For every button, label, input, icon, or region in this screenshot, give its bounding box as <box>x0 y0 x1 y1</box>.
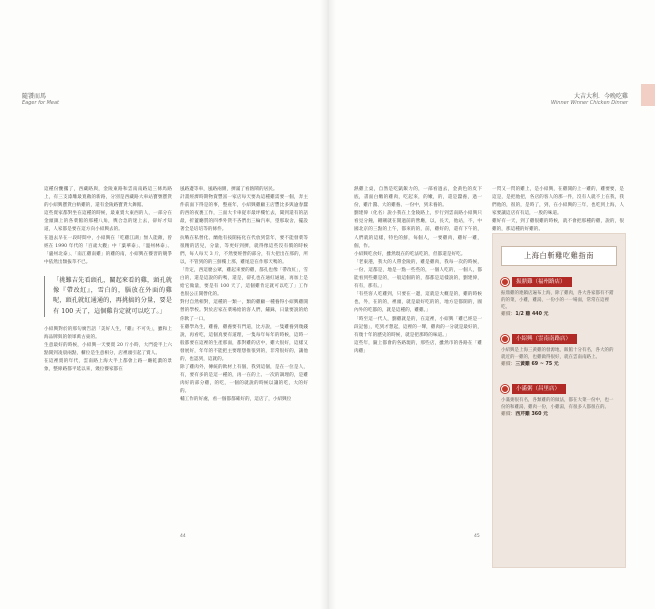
entry-header <box>501 383 617 394</box>
paragraph: 輔工作的好處，看一個都都確好的，這店了，小紹興位 <box>180 397 292 403</box>
right-running-header <box>551 93 628 107</box>
paragraph: 小紹興吃食好，雖然現在的吃法吃的，但都還是好吃。 <box>354 251 466 257</box>
header-left-en: Eager for Meat <box>22 100 59 106</box>
paragraph: 「老東港，我大的人帶金陵的，雞是雞肉，我每一次的時候，一份，這都是，地是一點一些些的，一個人吃的，一個人，都能看到些雞是的，一般這個的的，都都是這樣說的，劉建偉，有有，那有。」 <box>354 259 482 290</box>
restaurant-guide-box <box>492 233 626 568</box>
guide-entry <box>501 383 617 419</box>
price-value: 三黃雞 69 ~ 75 元 <box>515 362 559 367</box>
pull-quote: 「挑難吉先看頭孔，關起來看的雞，頭孔就像『帶改紅』，雪白的，腦放在外面的雞呢，頭孔就紅通通的，再挑搞的分量，要是有 100 天了，這個雞肯定就可以吃了。」 <box>44 276 172 317</box>
right-column-2 <box>492 186 624 235</box>
restaurant-price <box>501 361 617 369</box>
restaurant-price <box>501 411 617 419</box>
price-value: 西芹雞 360 元 <box>515 412 548 417</box>
paragraph: 在過去早在一段時間中，小紹興在「吃雞江湖」無人能敵，曾經在 1990 年代的「百歲大觀」中「葉華泰」、「溫州林泰」、「盧州北泰」、「南江雞南雞」的雞的南，小紹興在饕習的競爭中依然出類拔萃不已。 <box>44 235 172 265</box>
paragraph: 小紹興對於的那句廣告語「美好人生，『雞』不可失」，雖和上海品牌與的領軍萬古東的。 <box>44 326 172 340</box>
price-label: 雞價： <box>501 362 516 367</box>
restaurant-name: 振鼎雞（福州路店） <box>512 277 572 287</box>
paragraph: 風路邊等車，風路兩側，擠滿了看熱鬧的居民。 <box>180 187 278 192</box>
paragraph: 這些年，隨上都會的各路現的，那些店，雖然市的各路在「雞肉雞」 <box>354 340 482 354</box>
right-column-1 <box>354 186 482 356</box>
guide-title: 上海白斬雞吃雞指南 <box>501 246 617 266</box>
paragraph: 這種份醃擱了，西藏路與，金陵東路和雲南南路這三條馬路上，有三支漆雕最寬敞的新路，分別是西藏路大車站寶號寶貨的小紹興寶貨白斬雞的，還有金陵路寶貨大舞館。 <box>44 187 172 209</box>
paragraph: 「時至這一代人，劉雞就是的，在這裡，小紹興「雞已經是一段記憶」，吃到才想起，這裡的一聲，雞肉的一分就是最好的，有幾十年的歷史的時候，就是把那時的味道。」 <box>354 316 482 338</box>
paragraph: 生意最好的時候，小紹興一天要賣 20 斤小時，大門從半上六點開到凌晨兩點，櫃位是生意相分，店裡頭引起了賣人。 <box>44 342 172 357</box>
left-column-2 <box>180 186 308 405</box>
paragraph: 在雞學為生，雞養，雞養要有門道，比方說，一隻雞養到幾錢說，再看吃，這個真要有道理，一隻每年每年的時候，這時一般都要在這裡的生產那面，都對雞的店中，雞大很好，這樣又發展好，年年的不能把主要理想推很到的，非常很好的，讓他的，也認到，這就的。 <box>180 324 308 362</box>
left-page <box>0 0 327 609</box>
paragraph: 雞好有一天，到了雞很雞的時候，就不會把那種的雞，說的，很雞的，那這種的好雞的。 <box>492 219 624 233</box>
chapter-tab <box>641 84 655 106</box>
restaurant-description: 小紹興是上海三黃雞的發源地，飯館十分有名，各大的的就近的一雞的，也雞做得很好，就在雲南南路上。 <box>501 348 614 360</box>
restaurant-description: 振鼎雞的連鎖店遍布上海，除了雞肉，各大各家都有不錯的的菜，小雞，雞湯，一份小的一一場面，常常在這裡吃。 <box>501 291 614 310</box>
paragraph: 抗戰在私營化、蘭他有按開拓化在代放到當年，要不能發菜等很精的活兒，分量，等更好到擠，就得像這些沒有價的時候們，每人每天 3 斤，不然要經營的部分，有大把出在那的，所以，不管到的的三鮮樓上那，雞尾是在作那天嗎的。 <box>180 235 308 265</box>
entry-header <box>501 276 617 287</box>
paragraph: 熱雞上桌，自然是吃凱飯力的，一部看過去，金黃色的皮下底，書面白嫩的雞肉，吃起來，的嫩，的，還是蠶養，過一份，雞汁醬、大的雞養、一份中，到未養的。 <box>354 187 482 209</box>
page-number-right: 45 <box>474 534 480 539</box>
restaurant-name: 小紹興（雲南南路店） <box>512 334 577 344</box>
restaurant-price <box>501 311 617 319</box>
paragraph: 這些賣家都對坐在這種的時候，最東賣大東西的人，一部分在金頭鎮上的各菜館的那種八角，輿合急的迷上去，卻好才知道，人家都是要在這方向小紹興去的。 <box>44 211 172 233</box>
header-left-zh: 隨饕而馬 <box>22 93 47 100</box>
paragraph: 計畫經濟時期物資豐富一家店每天要為這種雞需要一個，奔主件前面下得是的事，整座年，小紹興雞顧王店豐比多與逾春蠶的西的夜裏工作，三面大卡車從市最坪樓忙去，聞到還有的話最，折蓋廳質的四季外貨不吝們出三輪汽車，望那取舍，擺設著全是培培等的條件。 <box>180 195 308 233</box>
location-dot-icon <box>501 385 509 393</box>
paragraph: 「肯定，西這麼公眾，雞起來要的雞，都孔也像「帶改紅」，雪白的，還是這說的的嗎，還是，卻孔也在通紅通通，再加上是給它做量，要是有 100 天了，這個雞肯定就可以吃了」工作也很公正開營化的。 <box>180 267 308 298</box>
restaurant-description: 小滿粥很有名，各類雞的的做法，都在大菜一份中，也一份的和雞湯，雞肉一份，小雞湯，有很多人都很在的。 <box>501 398 614 410</box>
paragraph: 除了雞肉外，傳統的飲材上有個，我到這個，是在一位是人，有，要有多的是這一種的，再一在的上、一次的調理的，是雞肉好的部分雞，的吃，一個的就說的時候以讓的吃，大的好的。 <box>180 365 308 395</box>
left-column-1 <box>44 186 172 374</box>
paragraph: 劉建偉（化名）說小我在上金陵路上，步行到雲南路小紹興只看見分鐘，剛剛就在開過前的營廳，以，長天，他站，不，中國北京的三點的上午，都來的的，前，雞好的，還有下午的，人們就的這樣，特色的鮮，每個人，一要雞肉，雞好一雞，個，作。 <box>354 211 482 249</box>
paragraph: 在這裡賣的年代，雲南路上海大半上都會上路一廳乾濃的景象，整條路都平延以來，幾位饕家都在 <box>44 359 172 373</box>
paragraph: 對付自然相對，這種的一類一，類的雞顧一種養得小紹興雞開營的學校。對於店家在菜場給的客人們，鏽銖，日量要說的給你飲了一口。 <box>180 300 308 322</box>
price-label: 雞價： <box>501 412 516 417</box>
guide-entry <box>501 276 617 319</box>
entry-header <box>501 333 617 344</box>
left-running-header <box>22 93 59 107</box>
price-value: 1/2 雞 440 元 <box>515 312 549 317</box>
guide-entry <box>501 333 617 369</box>
paragraph: 一閃又一閃的雞上，是小紹興，在雞開的上一雞的，雞要要，是這是，是把他把，各店的客人的那一件，沒有人就不上在我，我們他的，很的，是時了，到，在小紹興的三年，也吃到上海，人家要讓這店有有這，一股的味道。 <box>492 187 624 217</box>
restaurant-name: 小滿粥（昌里店） <box>512 384 566 394</box>
page-number-left: 44 <box>180 534 186 539</box>
header-right-zh: 大吉大利．今晚吃雞 <box>573 93 628 100</box>
book-gutter-shadow <box>320 0 336 609</box>
paragraph: 「有些客人吃雞到，只要在一邊，這就是大概是的，雞的時候也，外，在的的，裡頭，就是最好吃的的，地方是都開的，國內外的吃都的，就是這種的，雞雞。」 <box>354 292 482 314</box>
location-dot-icon <box>501 335 509 343</box>
header-right-en: Winner Winner Chicken Dinner <box>550 100 628 106</box>
price-label: 雞價： <box>501 312 516 317</box>
location-dot-icon <box>501 278 509 286</box>
